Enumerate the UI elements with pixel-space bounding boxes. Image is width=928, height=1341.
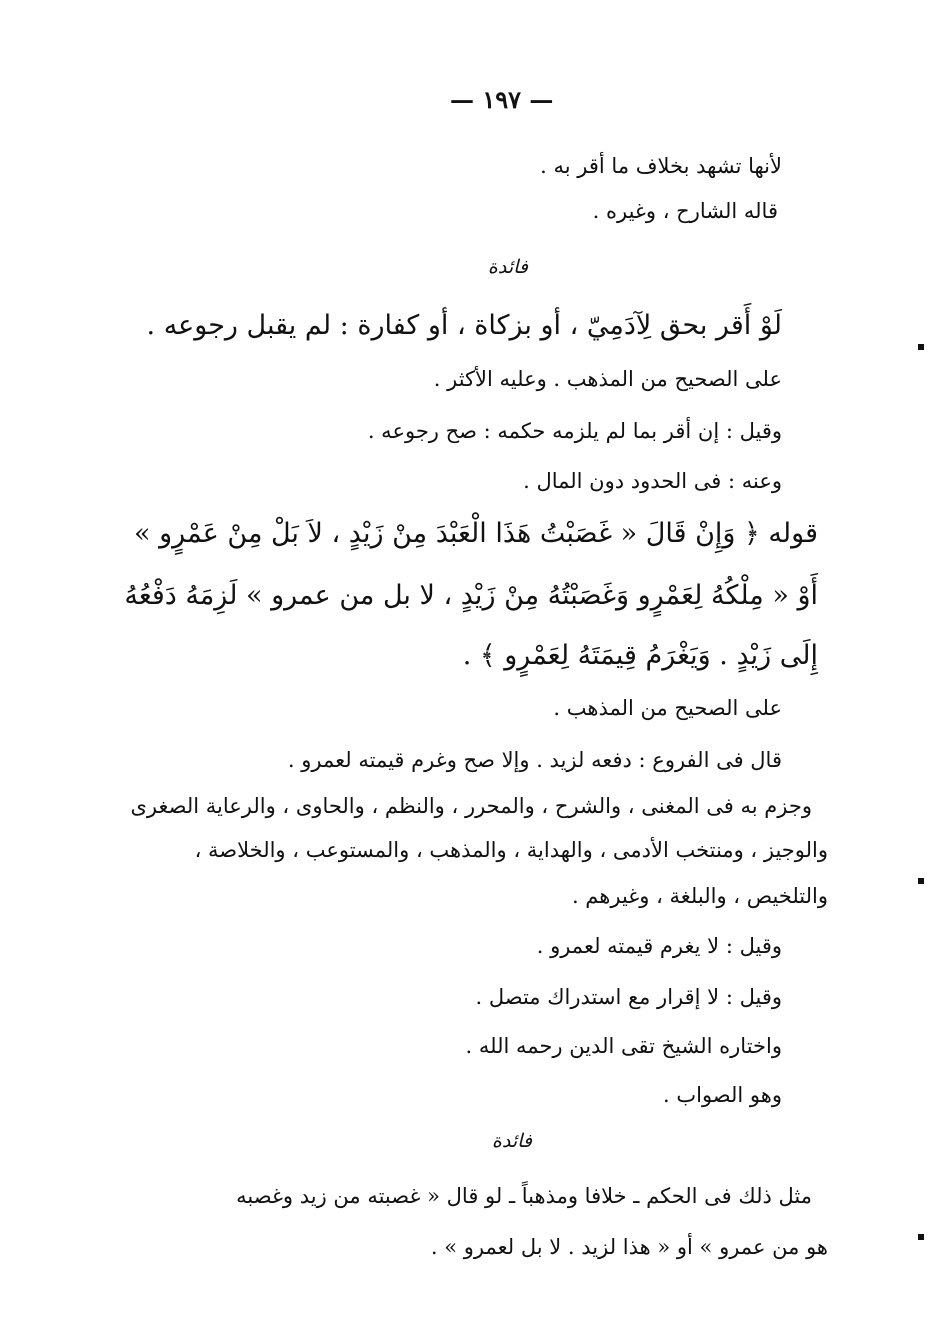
text-line-9: إِلَى زَيْدٍ . وَيَغْرَمُ قِيمَتَهُ لِعَمْرٍو ﴾ .	[462, 640, 818, 671]
margin-mark	[918, 878, 924, 884]
text-line-2: قاله الشارح ، وغيره .	[592, 199, 778, 223]
text-line-15: وقيل : لا يغرم قيمته لعمرو .	[536, 934, 782, 958]
text-line-11: قال فى الفروع : دفعه لزيد . وإلا صح وغرم قيمته لعمرو .	[287, 748, 782, 772]
text-line-20: هو من عمرو » أو « هذا لزيد . لا بل لعمرو » .	[430, 1235, 828, 1259]
text-line-19: مثل ذلك فى الحكم ـ خلافا ومذهباً ـ لو قال « غصبته من زيد وغصبه	[236, 1184, 812, 1208]
section-heading-faida-1: فائدة	[487, 256, 528, 278]
text-line-1: لأنها تشهد بخلاف ما أقر به .	[540, 154, 782, 178]
text-line-8: أَوْ « مِلْكُهُ لِعَمْرٍو وَغَصَبْتُهُ مِنْ زَيْدٍ ، لا بل من عمرو » لَزِمَهُ دَفْعُهُ	[124, 580, 818, 611]
section-heading-faida-2: فائدة	[491, 1130, 532, 1152]
page-number: — ١٩٧ —	[450, 85, 554, 114]
text-line-12: وجزم به فى المغنى ، والشرح ، والمحرر ، والنظم ، والحاوى ، والرعاية الصغرى	[130, 794, 812, 818]
text-line-17: واختاره الشيخ تقى الدين رحمه الله .	[465, 1034, 782, 1058]
margin-mark	[918, 344, 924, 350]
margin-mark	[918, 1234, 924, 1240]
text-line-3: لَوْ أَقر بحق لِآدَمِيّ ، أو بزكاة ، أو كفارة : لم يقبل رجوعه .	[146, 310, 782, 341]
text-line-10: على الصحيح من المذهب .	[553, 696, 782, 720]
text-line-14: والتلخيص ، والبلغة ، وغيرهم .	[571, 884, 828, 908]
text-line-4: على الصحيح من المذهب . وعليه الأكثر .	[433, 367, 782, 391]
text-line-16: وقيل : لا إقرار مع استدراك متصل .	[475, 985, 782, 1009]
text-line-5: وقيل : إن أقر بما لم يلزمه حكمه : صح رجوعه .	[367, 419, 782, 443]
text-line-13: والوجيز ، ومنتخب الأدمى ، والهداية ، والمذهب ، والمستوعب ، والخلاصة ،	[194, 838, 828, 862]
text-line-7: قوله ﴿ وَإِنْ قَالَ « غَصَبْتُ هَذَا الْعَبْدَ مِنْ زَيْدٍ ، لاَ بَلْ مِنْ عَمْرٍو »	[134, 518, 818, 549]
text-line-6: وعنه : فى الحدود دون المال .	[523, 469, 782, 493]
text-line-18: وهو الصواب .	[663, 1083, 782, 1107]
